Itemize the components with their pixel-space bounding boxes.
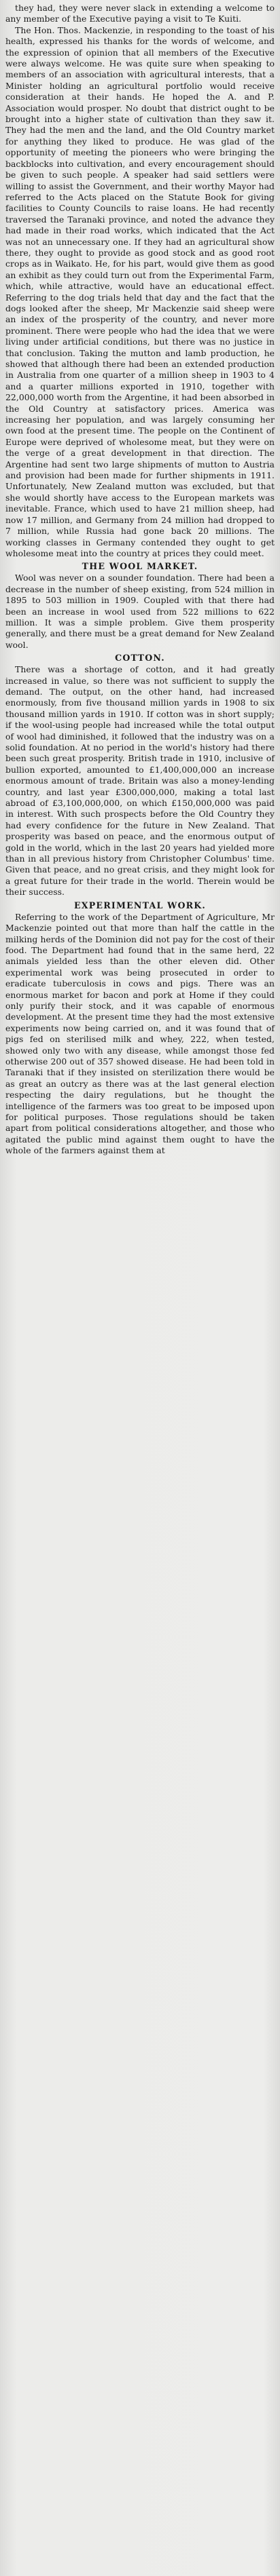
section-heading-wool-market: THE WOOL MARKET. [82, 561, 198, 572]
article-paragraph: The Hon. Thos. Mackenzie, in responding to the toast of his health, expressed his thanks for the words of welcome, and the expression of opinion that all members of the Executive were always welcome. He was quite sure when speaking to members of an association with agricultural interests, that a Minister holding an agricultural portfolio would receive consideration at their hands. He hoped the A. and P. Association would prosper. No doubt that district ought to be brought into a higher state of cultivation than they saw it. They had the men and the land, and the Old Country market for anything they liked to produce. He was glad of the opportunity of meeting the pioneers who were bringing the backblocks into cultivation, and every encouragement should be given to such people. A speaker had said settlers were willing to assist the Government, and their worthy Mayor had referred to the Acts placed on the Statute Book for giving facilities to County Councils to raise loans. He had recently traversed the Taranaki province, and noted the advance they had made in their road works, which indicated that the Act was not an unnecessary one. If they had an agricultural show there, they ought to provide as good stock and as good root crops as in Waikato. He, for his part, would give them as good an exhibit as they could turn out from the Experimental Farm, which, while attractive, would have an educational effect. Referring to the dog trials held that day and the fact that the dogs looked after the sheep, Mr Mackenzie said sheep were an index of the prosperity of the country, and never more prominent. There were people who had the idea that we were living under artificial conditions, but there was no justice in that conclusion. Taking the mutton and lamb production, he showed that although there had been an extended production in Australia from one quarter of a million sheep in 1903 to 4 and a quarter millions exported in 1910, together with 22,000,000 worth from the Argentine, it had been absorbed in the Old Country at satisfactory prices. America was increasing her population, and was largely consuming her own food at the present time. The people on the Continent of Europe were deprived of wholesome meat, but they were on the verge of a great development in that direction. The Argentine had sent two large shipments of mutton to Austria and provision had been made for further shipments in 1911. Unfortunately, New Zealand mutton was excluded, but that she would shortly have access to the European markets was inevitable. France, which used to have 21 million sheep, had now 17 million, and Germany from 24 million had dropped to 7 million, while Russia had gone back 20 millions. The working classes in Germany contended they ought to get wholesome meat into the country at prices they could meet. [5, 24, 275, 558]
section-heading-experimental-work: EXPERIMENTAL WORK. [73, 900, 207, 910]
article-paragraph: There was a shortage of cotton, and it had greatly increased in value, so there was not sufficient to supply the demand. The output, on the other hand, had increased enormously, from five thousand million yards in 1908 to six thousand million yards in 1910. If cotton was in short supply; if the wool-using people had increased while the total output of wool had diminished, it followed that the industry was on a solid foundation. At no period in the world's history had there been such great prosperity. British trade in 1910, inclusive of bullion exported, amounted to £1,400,000,000 an increase enormous amount of trade. Britain was also a money-lending country, and last year £300,000,000, making a total last abroad of £3,100,000,000, on which £150,000,000 was paid in interest. With such prospects before the Old Country they had every confidence for the future in New Zealand. That prosperity was based on peace, and the enormous output of gold in the world, which in the last 20 years had yielded more than in all previous history from Christopher Columbus' time. Given that peace, and no great crisis, and they might look for a great future for their trade in the world. Therein would be their success. [5, 664, 275, 898]
article-paragraph: Wool was never on a sounder foundation. There had been a decrease in the number of sheep existing, from 524 million in 1895 to 503 million in 1909. Coupled with that there had been an increase in wool used from 522 millions to 622 million. It was a simple problem. Give them prosperity generally, and there must be a great demand for New Zealand wool. [5, 573, 275, 650]
section-heading-cotton: COTTON. [115, 653, 165, 664]
article-paragraph: Referring to the work of the Department of Agriculture, Mr Mackenzie pointed out that more than half the cattle in the milking herds of the Dominion did not pay for the cost of their food. The Department had found that in the same herd, 22 animals yielded less than the other eleven did. Other experimental work was being prosecuted in order to eradicate tuberculosis in cows and pigs. There was an enormous market for bacon and pork at Home if they could only purify their stock, and it was capable of enormous development. At the present time they had the most extensive experiments now being carried on, and it was found that of pigs fed on sterilised milk and whey, 222, when tested, showed only two with any disease, while amongst those fed otherwise 200 out of 357 showed disease. He had been told in Taranaki that if they insisted on sterilization there would be as great an outcry as there was at the last general election respecting the dairy regulations, but he thought the intelligence of the farmers was too great to be imposed upon for political purposes. Those regulations should be taken apart from political considerations altogether, and those who agitated the public mind against them ought to have the whole of the farmers against them at [5, 911, 275, 1156]
article-paragraph: they had, they were never slack in extending a welcome to any member of the Executive paying a visit to Te Kuiti. [5, 3, 275, 24]
